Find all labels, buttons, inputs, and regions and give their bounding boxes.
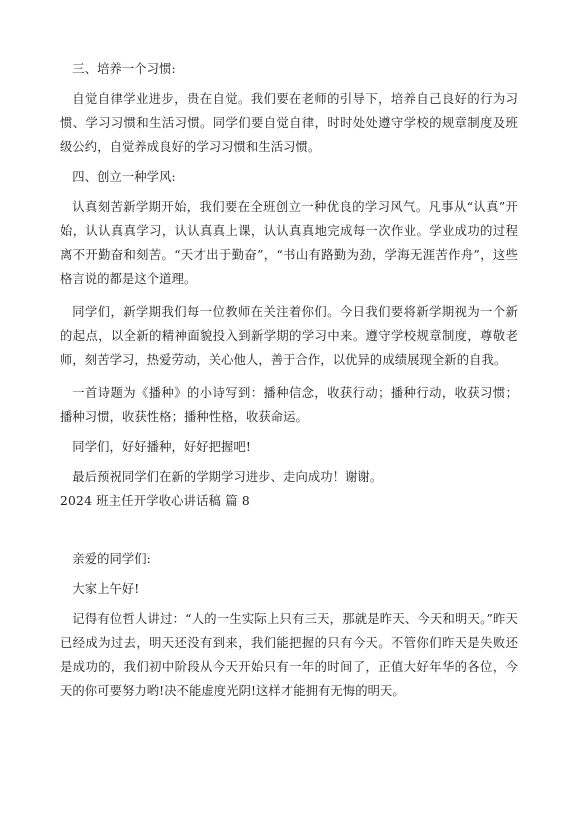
paragraph-sow: 同学们，好好播种，好好把握吧!	[72, 440, 251, 454]
paragraph-closing: 最后预祝同学们在新的学期学习进步、走向成功！谢谢。	[72, 470, 383, 484]
paragraph-new-semester: 同学们，新学期我们每一位教师在关注着你们。今日我们要将新学期视为一个新的起点，以全新的精神面貌投入到新学期的学习中来。遵守学校规章制度，尊敬老师，刻苦学习，热爱劳动，关心他人，善于合作，以优异的成绩展现全新的自我。	[60, 305, 518, 367]
salutation: 大家上午好!	[72, 582, 140, 596]
section-body-study-style: 认真刻苦新学期开始，我们要在全班创立一种优良的学习风气。凡事从“认真”开始，认认真真学习，认认真真上课，认认真真地完成每一次作业。学业成功的过程离不开勤奋和刻苦。“天才出于勤奋”，“书山有路勤为劲，学海无涯苦作舟”，这些格言说的都是这个道理。	[60, 200, 518, 286]
section-heading-study-style: 四、创立一种学风:	[72, 170, 176, 184]
document-body	[60, 57, 518, 703]
section-body-habit: 自觉自律学业进步，贵在自觉。我们要在老师的引导下，培养自己良好的行为习惯、学习习惯和生活习惯。同学们要自觉自律，时时处处遵守学校的规章制度及班级公约，自觉养成良好的学习习惯和生活习惯。	[60, 92, 518, 154]
paragraph-poem: 一首诗题为《播种》的小诗写到：播种信念，收获行动；播种行动，收获习惯；播种习惯，收获性格；播种性格，收获命运。	[60, 386, 518, 424]
section-heading-habit: 三、培养一个习惯:	[72, 62, 176, 76]
greeting: 亲爱的同学们:	[72, 552, 151, 566]
article-title: 2024 班主任开学收心讲话稿 篇 8	[60, 494, 250, 508]
paragraph-philosopher: 记得有位哲人讲过：“人的一生实际上只有三天，那就是昨天、今天和明天。”昨天已经成为过去，明天还没有到来，我们能把握的只有今天。不管你们昨天是失败还是成功的，我们初中阶段从今天开始只有一年的时间了，正值大好年华的各位，今天的你可要努力哟!决不能虚度光阴!这样才能拥有无悔的明天。	[60, 612, 518, 698]
